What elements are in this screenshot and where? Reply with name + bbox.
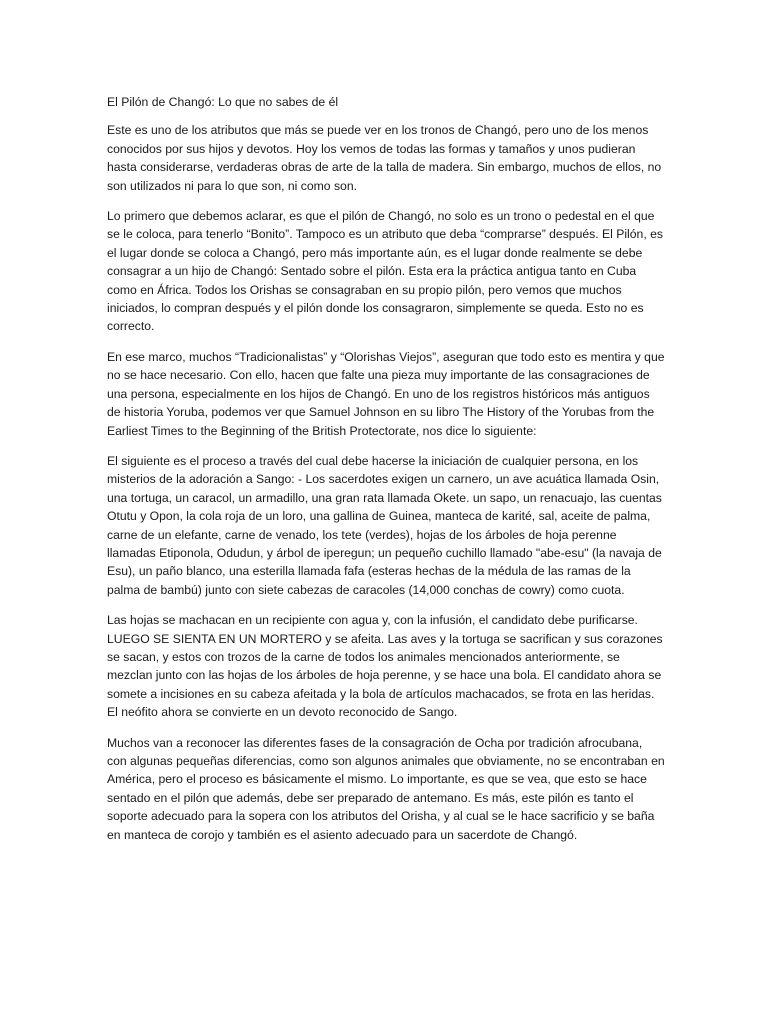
paragraph-leaves-mortar: Las hojas se machacan en un recipiente con agua y, con la infusión, el candidato debe purificarse. LUEGO SE SIENTA EN UN MORTERO y se afeita. Las aves y la tortuga se sacrifican y sus corazones se sacan, y estos con trozos de la carne de todos los animales mencionados anteriormente, se mezclan junto con las hojas de los árboles de hoja perenne, y se hace una bola. El candidato ahora se somete a incisiones en su cabeza afeitada y la bola de artículos machacados, se frota en las heridas. El neófito ahora se convierte en un devoto reconocido de Sango. [107, 613, 663, 720]
paragraph-conclusion: Muchos van a reconocer las diferentes fases de la consagración de Ocha por tradición afrocubana, con algunas pequeñas diferencias, como son algunos animales que obviamente, no se encontraban en América, pero el proceso es básicamente el mismo. Lo importante, es que se vea, que esto se hace sentado en el pilón que además, debe ser preparado de antemano. Es más, este pilón es tanto el soporte adecuado para la sopera con los atributos del Orisha, y al cual se le hace sacrificio y se baña en manteca de corojo y también es el asiento adecuado para un sacerdote de Changó. [107, 735, 665, 842]
paragraph-intro: Este es uno de los atributos que más se puede ver en los tronos de Changó, pero uno de los menos conocidos por sus hijos y devotos. Hoy los vemos de todas las formas y tamaños y unos pudieran hasta considerarse, verdaderas obras de arte de la talla de madera. Sin embargo, muchos de ellos, no son utilizados ni para lo que son, ni como son. [107, 123, 662, 193]
paragraph-clarification: Lo primero que debemos aclarar, es que el pilón de Changó, no solo es un trono o pedestal en el que se le coloca, para tenerlo “Bonito”. Tampoco es un atributo que deba “comprarse” después. El Pilón, es el lugar donde se coloca a Changó, pero más importante aún, es el lugar donde realmente se debe consagrar a un hijo de Changó: Sentado sobre el pilón. Esta era la práctica antigua tanto en Cuba como en África. Todos los Orishas se consagraban en su propio pilón, pero vemos que muchos iniciados, lo compran después y el pilón donde los consagraron, simplemente se queda. Esto no es correcto. [107, 209, 663, 334]
paragraph-traditionalists: En ese marco, muchos “Tradicionalistas” y “Olorishas Viejos”, aseguran que todo esto es mentira y que no se hace necesario. Con ello, hacen que falte una pieza muy importante de las consagraciones de una persona, especialmente en los hijos de Changó. En uno de los registros históricos más antiguos de historia Yoruba, podemos ver que Samuel Johnson en su libro The History of the Yorubas from the Earliest Times to the Beginning of the British Protectorate, nos dice lo siguiente: [107, 349, 665, 438]
document-page [107, 93, 665, 856]
paragraph-initiation-process: El siguiente es el proceso a través del cual debe hacerse la iniciación de cualquier persona, en los misterios de la adoración a Sango: - Los sacerdotes exigen un carnero, un ave acuática llamada Osin, una tortuga, un caracol, un armadillo, una gran rata llamada Okete. un sapo, un renacuajo, las cuentas Otutu y Opon, la cola roja de un loro, una gallina de Guinea, manteca de karité, sal, aceite de palma, carne de un elefante, carne de venado, los tete (verdes), hojas de los árboles de hoja perenne llamadas Etiponola, Odudun, y árbol de iperegun; un pequeño cuchillo llamado "abe-esu" (la navaja de Esu), un paño blanco, una esterilla llamada fafa (esteras hechas de la médula de las ramas de la palma de bambú) junto con siete cabezas de caracoles (14,000 conchas de cowry) como cuota. [107, 453, 662, 597]
document-title: El Pilón de Changó: Lo que no sabes de él [107, 95, 339, 109]
